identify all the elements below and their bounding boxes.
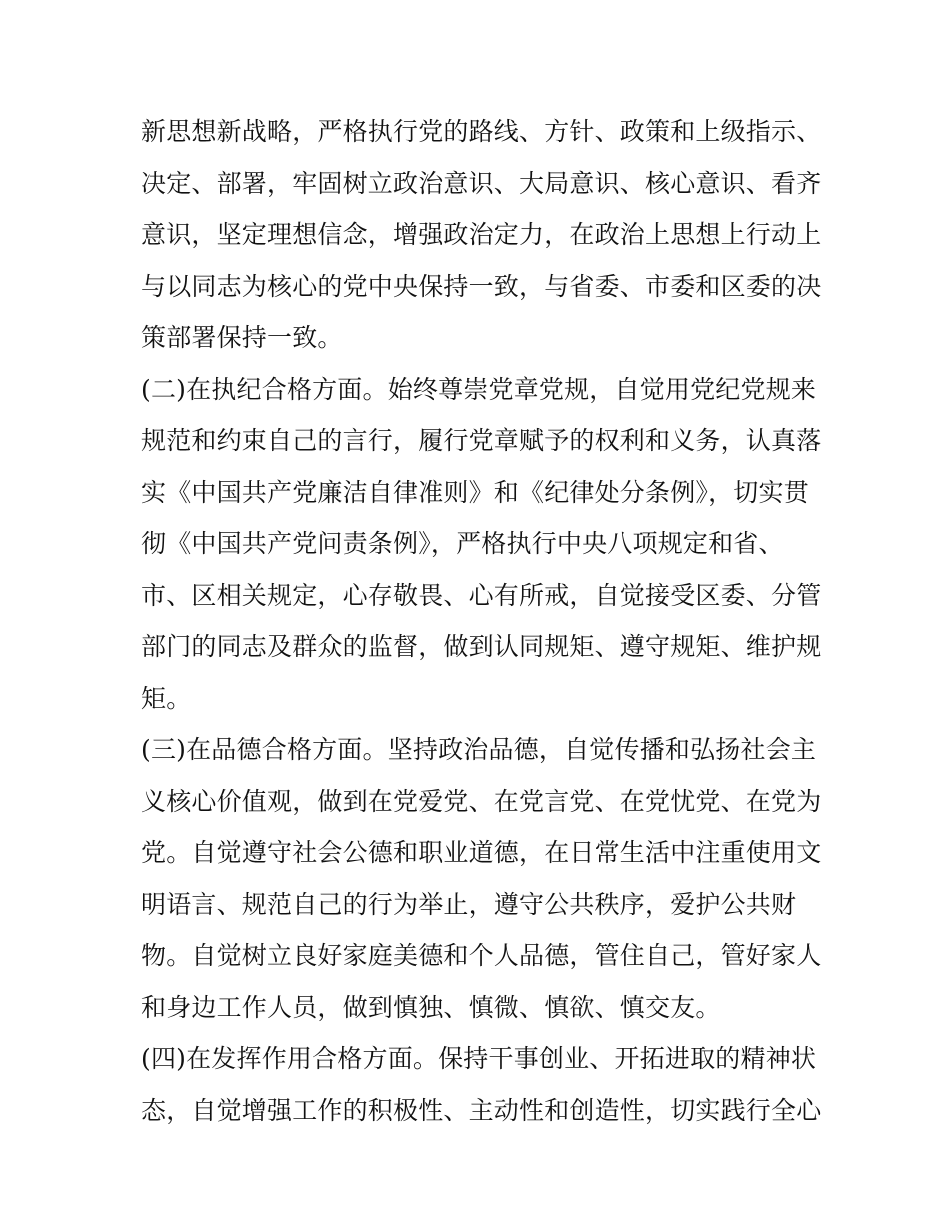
text-line: 和身边工作人员，做到慎独、慎微、慎欲、慎交友。: [141, 992, 721, 1022]
section-heading-line: (二)在执纪合格方面。始终尊崇党章党规，自觉用党纪党规来: [141, 374, 817, 404]
text-line: 与以同志为核心的党中央保持一致，与省委、市委和区委的决: [141, 271, 822, 301]
text-line: 态，自觉增强工作的积极性、主动性和创造性，切实践行全心: [141, 1095, 822, 1125]
section-heading-line: (四)在发挥作用合格方面。保持干事创业、开拓进取的精神状: [141, 1044, 817, 1073]
text-line: 规范和约束自己的言行，履行党章赋予的权利和义务，认真落: [141, 426, 822, 455]
text-line: 彻《中国共产党问责条例》，严格执行中央八项规定和省、: [141, 529, 784, 558]
text-line: 党。自觉遵守社会公德和职业道德，在日常生活中注重使用文: [141, 838, 822, 867]
text-line: 物。自觉树立良好家庭美德和个人品德，管住自己，管好家人: [141, 941, 822, 970]
text-line: 意识，坚定理想信念，增强政治定力，在政治上思想上行动上: [141, 220, 822, 249]
text-line: 新思想新战略，严格执行党的路线、方针、政策和上级指示、: [141, 117, 822, 146]
section-heading-line: (三)在品德合格方面。坚持政治品德，自觉传播和弘扬社会主: [141, 735, 817, 764]
text-line: 决定、部署，牢固树立政治意识、大局意识、核心意识、看齐: [141, 168, 822, 198]
text-line: 市、区相关规定，心存敬畏、心有所戒，自觉接受区委、分管: [141, 580, 822, 610]
text-line: 部门的同志及群众的监督，做到认同规矩、遵守规矩、维护规: [141, 632, 822, 661]
text-line: 实《中国共产党廉洁自律准则》和《纪律处分条例》，切实贯: [141, 477, 809, 507]
body-text: [141, 106, 822, 1136]
text-line: 策部署保持一致。: [141, 323, 343, 352]
text-line: 明语言、规范自己的行为举止，遵守公共秩序，爱护公共财: [141, 889, 797, 919]
text-line: 义核心价值观，做到在党爱党、在党言党、在党忧党、在党为: [141, 786, 822, 816]
text-line: 矩。: [141, 683, 192, 713]
